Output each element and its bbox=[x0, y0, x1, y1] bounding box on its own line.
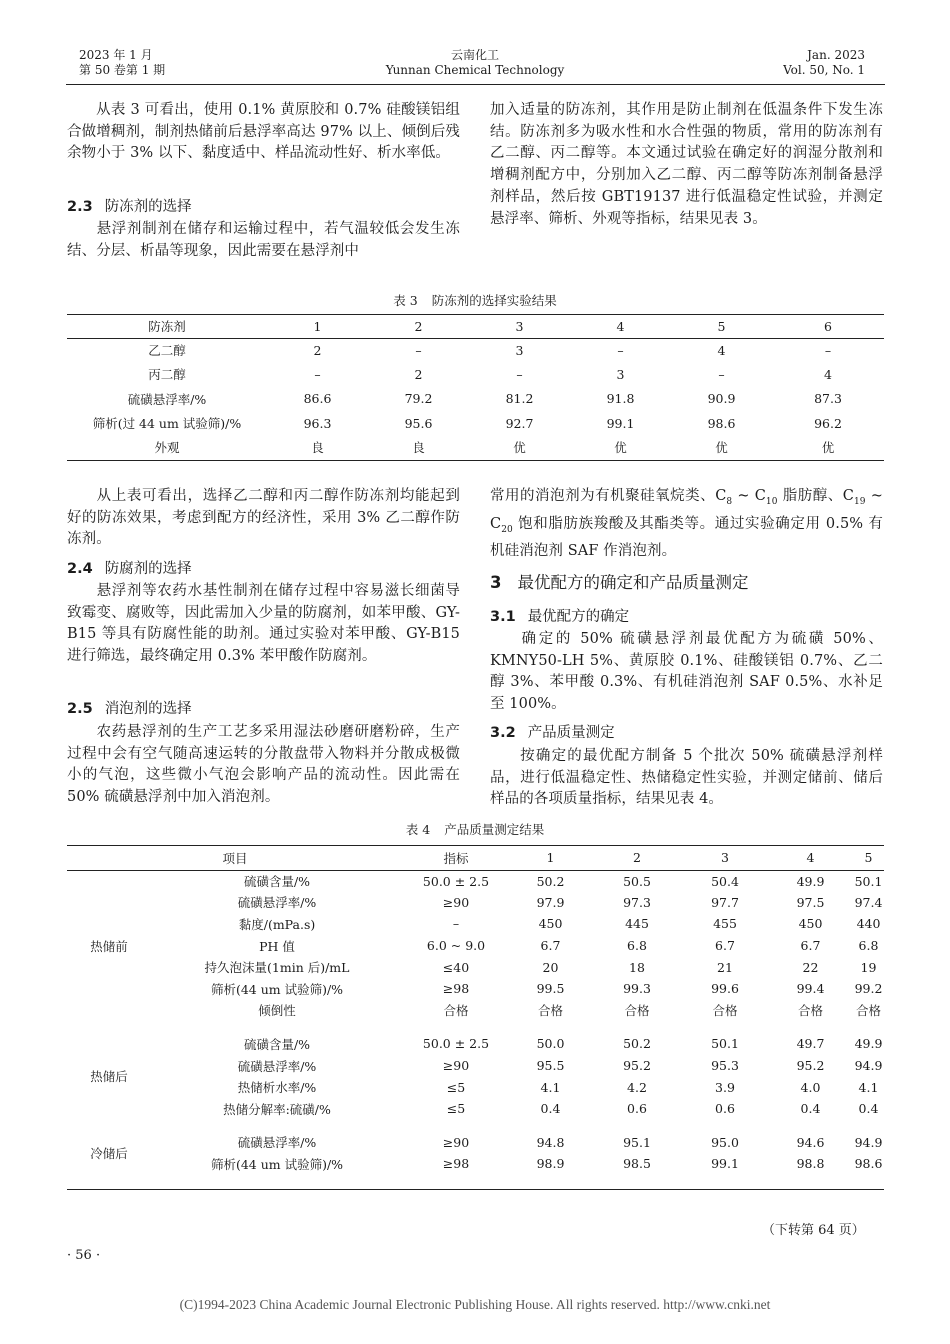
table3-header-cell: 3 bbox=[469, 315, 570, 338]
table-cell: 50.0 bbox=[536, 1036, 565, 1052]
section-2-4-heading bbox=[67, 559, 460, 581]
table4-header-cell: 指标 bbox=[403, 846, 509, 870]
section-number: 2.5 bbox=[67, 701, 93, 717]
table-cell: 合格 bbox=[712, 1003, 738, 1019]
table-cell: – bbox=[718, 366, 725, 382]
row-label: 丙二醇 bbox=[148, 367, 186, 383]
header-journal-en: Yunnan Chemical Technology bbox=[385, 63, 565, 77]
table-cell: 49.9 bbox=[854, 1036, 883, 1052]
left-paragraph-preservative: 悬浮剂等农药水基性制剂在储存过程中容易滋长细菌导致霉变、腐败等，因此需加入少量的防腐剂，如苯甲酸、GY-B15 等具有防腐性能的助剂。通过实验对苯甲酸、GY-B15 进行筛选，最终确定用 0.3% 苯甲酸作防腐剂。 bbox=[67, 583, 460, 665]
header-date-en: Jan. 2023 bbox=[807, 48, 865, 62]
table4-header-cell: 3 bbox=[682, 846, 768, 870]
table-cell: 94.9 bbox=[854, 1134, 883, 1150]
spec-cell: ≥90 bbox=[442, 1134, 470, 1150]
section-number: 3.2 bbox=[490, 725, 516, 741]
table-cell: 455 bbox=[713, 916, 737, 932]
table3 bbox=[67, 315, 884, 459]
spec-cell: ≥90 bbox=[442, 894, 470, 910]
row-label: 乙二醇 bbox=[148, 343, 186, 359]
table-cell: 18 bbox=[629, 959, 645, 975]
table-cell: 94.9 bbox=[854, 1058, 883, 1074]
row-label: 倾倒性 bbox=[258, 1003, 296, 1019]
spec-cell: ≤5 bbox=[446, 1101, 466, 1117]
table4-header-cell: 5 bbox=[853, 846, 884, 870]
table-row bbox=[67, 1055, 884, 1077]
table4-label: 表 4 bbox=[405, 822, 431, 837]
table-cell: 97.5 bbox=[796, 894, 825, 910]
row-label: 热储分解率:硫磺/% bbox=[223, 1101, 331, 1117]
spec-cell: 50.0 ± 2.5 bbox=[422, 873, 490, 889]
table-cell: 95.2 bbox=[796, 1058, 825, 1074]
table-cell: 99.1 bbox=[711, 1156, 739, 1172]
table-cell: 95.3 bbox=[711, 1058, 739, 1074]
row-label: PH 值 bbox=[259, 938, 295, 954]
page-number: · 56 · bbox=[67, 1248, 101, 1263]
left-paragraph-table3-summary: 从表 3 可看出，使用 0.1% 黄原胶和 0.7% 硅酸镁铝组合做增稠剂，制剂热储前后悬浮率高达 97% 以上、倾倒后残余物小于 3% 以下、黏度适中、样品流动性好、析水率低。 bbox=[67, 102, 460, 162]
table-cell: 86.6 bbox=[303, 391, 332, 407]
table-cell: – bbox=[824, 342, 832, 358]
table-cell: 94.6 bbox=[796, 1134, 825, 1150]
table-cell: 19 bbox=[860, 959, 877, 975]
table-cell: 99.4 bbox=[796, 981, 825, 997]
table-cell: 99.6 bbox=[711, 981, 739, 997]
table-cell: 97.7 bbox=[711, 894, 739, 910]
table-cell: – bbox=[314, 366, 321, 382]
row-label: 硫磺悬浮率/% bbox=[237, 1135, 317, 1151]
table-cell: 95.1 bbox=[623, 1134, 651, 1150]
table-cell: 96.3 bbox=[303, 415, 332, 431]
row-group-label: 热储前 bbox=[90, 938, 128, 954]
table3-header-cell: 1 bbox=[267, 315, 368, 338]
table-cell: – bbox=[415, 342, 422, 358]
table-cell: 98.9 bbox=[536, 1156, 565, 1172]
section-number: 2.4 bbox=[67, 561, 93, 577]
table3-caption bbox=[0, 293, 950, 309]
header-volume-cn: 第 50 卷第 1 期 bbox=[79, 63, 166, 77]
table-cell: 87.3 bbox=[814, 391, 842, 407]
table-cell: 6.7 bbox=[540, 938, 561, 954]
table-row bbox=[67, 935, 884, 957]
table-cell: 0.6 bbox=[627, 1101, 647, 1117]
spec-cell: ≥90 bbox=[442, 1058, 470, 1074]
table-cell: 50.4 bbox=[711, 873, 739, 889]
table-row bbox=[67, 978, 884, 1000]
table-row bbox=[67, 411, 884, 435]
table-cell: 440 bbox=[856, 916, 881, 932]
table-cell: 50.1 bbox=[854, 873, 883, 889]
group-spacer bbox=[67, 1120, 884, 1132]
table-cell: 3.9 bbox=[715, 1079, 735, 1095]
table-cell: 良 bbox=[412, 440, 425, 456]
table-row bbox=[67, 387, 884, 411]
right-paragraph-quality-test: 按确定的最优配方制备 5 个批次 50% 硫磺悬浮剂样品，进行低温稳定性、热储稳定性实验，并测定储前、储后样品的各项质量指标，结果见表 4。 bbox=[490, 748, 883, 808]
table-row bbox=[67, 956, 884, 978]
row-group-label: 热储后 bbox=[90, 1069, 128, 1085]
table4-header-cell: 项目 bbox=[67, 846, 403, 870]
table-row bbox=[67, 870, 884, 892]
table-cell: 3 bbox=[515, 342, 524, 358]
spec-cell: – bbox=[452, 916, 460, 932]
table-cell: 79.2 bbox=[404, 391, 433, 407]
spec-cell: ≥98 bbox=[442, 1156, 470, 1172]
row-label: 外观 bbox=[154, 440, 180, 456]
section-3-2-heading bbox=[490, 723, 883, 745]
table-cell: 450 bbox=[538, 916, 563, 932]
table-cell: 4 bbox=[824, 366, 832, 382]
table-cell: 0.4 bbox=[858, 1101, 879, 1117]
right-paragraph-antifreeze-method: 加入适量的防冻剂，其作用是防止制剂在低温条件下发生冻结。防冻剂多为吸水性和水合性强的物质，常用的防冻剂有乙二醇、丙二醇等。本文通过试验在确定好的润湿分散剂和增稠剂配方中，分别加入乙二醇、丙二醇等防冻剂制备悬浮剂样品，然后按 GBT19137 进行低温稳定性试验，并测定悬浮率、筛析、外观等指标，结果见表 3。 bbox=[490, 102, 883, 227]
table-cell: 优 bbox=[513, 440, 526, 456]
table-row bbox=[67, 1098, 884, 1120]
section-title: 产品质量测定 bbox=[527, 725, 615, 741]
table-cell: 0.4 bbox=[540, 1101, 561, 1117]
table-cell: 97.4 bbox=[854, 894, 883, 910]
table-cell: 98.6 bbox=[854, 1156, 883, 1172]
row-label: 黏度/(mPa.s) bbox=[238, 916, 316, 932]
header-journal-cn: 云南化工 bbox=[450, 48, 499, 62]
section-number: 3.1 bbox=[490, 609, 516, 625]
spec-cell: ≤5 bbox=[446, 1079, 466, 1095]
table-cell: 95.2 bbox=[623, 1058, 651, 1074]
table-cell: 优 bbox=[715, 440, 728, 456]
table-cell: 20 bbox=[542, 959, 559, 975]
table-cell: 97.9 bbox=[536, 894, 565, 910]
table3-header-cell: 2 bbox=[368, 315, 469, 338]
section-2-3-heading bbox=[67, 197, 460, 219]
row-label: 持久泡沫量(1min 后)/mL bbox=[204, 960, 350, 976]
table4 bbox=[67, 846, 884, 1175]
copyright-notice: (C)1994-2023 China Academic Journal Electronic Publishing House. All rights reserved. http://www.cnki.net bbox=[179, 1297, 771, 1312]
table3-header-row bbox=[67, 315, 884, 338]
table3-header-cell: 防冻剂 bbox=[67, 315, 267, 338]
table-cell: 50.2 bbox=[623, 1036, 651, 1052]
table-cell: 良 bbox=[311, 440, 324, 456]
table3-bottom-rule bbox=[67, 460, 884, 461]
table4-header-cell: 2 bbox=[592, 846, 682, 870]
table-cell: 98.6 bbox=[707, 415, 736, 431]
section-3-1-heading bbox=[490, 607, 883, 629]
table-cell: 97.3 bbox=[623, 894, 651, 910]
row-label: 硫磺含量/% bbox=[243, 1036, 311, 1052]
table-cell: 95.5 bbox=[536, 1058, 565, 1074]
section-number: 3 bbox=[490, 573, 502, 592]
table-cell: 50.1 bbox=[711, 1036, 739, 1052]
header-journal-title bbox=[325, 48, 625, 78]
table-cell: 4.1 bbox=[858, 1079, 879, 1095]
table-row bbox=[67, 1076, 884, 1098]
table4-caption bbox=[0, 822, 950, 838]
table3-header-cell: 5 bbox=[671, 315, 772, 338]
table-cell: 96.2 bbox=[814, 415, 842, 431]
section-title: 防腐剂的选择 bbox=[104, 561, 192, 577]
table-cell: 99.1 bbox=[606, 415, 635, 431]
table4-header-row bbox=[67, 846, 884, 870]
table3-header-cell: 6 bbox=[772, 315, 884, 338]
table-cell: 91.8 bbox=[606, 391, 635, 407]
table-row bbox=[67, 1153, 884, 1175]
table4-bottom-rule bbox=[67, 1189, 884, 1190]
table4-header-cell: 4 bbox=[768, 846, 853, 870]
spec-cell: ≤40 bbox=[442, 959, 470, 975]
header-issue-en bbox=[650, 48, 865, 78]
section-number: 2.3 bbox=[67, 199, 93, 215]
table-cell: 4 bbox=[717, 342, 726, 358]
table-cell: 优 bbox=[821, 440, 835, 456]
table-row bbox=[67, 362, 884, 386]
row-group-label: 冷储后 bbox=[90, 1146, 128, 1162]
table3-title: 防冻剂的选择实验结果 bbox=[431, 293, 557, 308]
table-cell: 22 bbox=[802, 959, 819, 975]
table4-title: 产品质量测定结果 bbox=[444, 822, 545, 837]
table-cell: 50.5 bbox=[623, 873, 651, 889]
spec-cell: 合格 bbox=[443, 1003, 469, 1019]
table-cell: 合格 bbox=[624, 1003, 650, 1019]
table-cell: 99.5 bbox=[536, 981, 565, 997]
row-label: 硫磺悬浮率/% bbox=[237, 1058, 317, 1074]
table-cell: 49.7 bbox=[796, 1036, 825, 1052]
row-label: 筛析(过 44 um 试验筛)/% bbox=[92, 416, 242, 432]
table-row bbox=[67, 338, 884, 362]
table-row bbox=[67, 913, 884, 935]
group-spacer bbox=[67, 1021, 884, 1033]
table-cell: 90.9 bbox=[707, 391, 736, 407]
table3-label: 表 3 bbox=[393, 293, 418, 308]
table-cell: 21 bbox=[717, 959, 733, 975]
header-date-cn: 2023 年 1 月 bbox=[79, 48, 153, 62]
table-cell: 4.1 bbox=[540, 1079, 561, 1095]
table-cell: 2 bbox=[313, 342, 322, 358]
row-label: 硫磺含量/% bbox=[243, 874, 311, 890]
table4-header-cell: 1 bbox=[509, 846, 592, 870]
table-cell: 优 bbox=[614, 440, 627, 456]
right-paragraph-defoamer-types: 常用的消泡剂为有机聚硅氧烷类、$C_8$ ~ $C_{10}$ 脂肪醇、$C_{19}$ ~ $C_{20}$ 饱和脂肪族羧酸及其酯类等。通过实验确定用 0.5% 有机硅消泡剂 SAF 作消泡剂。 bbox=[490, 488, 883, 560]
table-row bbox=[67, 1033, 884, 1055]
continued-note: （下转第 64 页） bbox=[762, 1223, 865, 1238]
section-title: 消泡剂的选择 bbox=[104, 701, 192, 717]
table-cell: 450 bbox=[798, 916, 823, 932]
table-cell: 3 bbox=[616, 366, 625, 382]
table-row bbox=[67, 435, 884, 459]
section-2-5-heading bbox=[67, 699, 460, 721]
table-cell: 98.5 bbox=[623, 1156, 651, 1172]
table-row bbox=[67, 1000, 884, 1022]
table-cell: 合格 bbox=[537, 1003, 563, 1019]
table-cell: 4.0 bbox=[800, 1079, 821, 1095]
table-cell: 50.2 bbox=[536, 873, 565, 889]
header-issue-date bbox=[79, 48, 165, 78]
table-cell: 0.6 bbox=[715, 1101, 735, 1117]
row-label: 热储析水率/% bbox=[237, 1080, 317, 1096]
table-cell: 81.2 bbox=[505, 391, 534, 407]
table-cell: 6.8 bbox=[627, 938, 647, 954]
table-cell: 445 bbox=[625, 916, 649, 932]
row-label: 筛析(44 um 试验筛)/% bbox=[210, 981, 344, 997]
table-cell: – bbox=[617, 342, 624, 358]
table-cell: 6.7 bbox=[715, 938, 735, 954]
table-cell: 94.8 bbox=[536, 1134, 565, 1150]
table-cell: 98.8 bbox=[796, 1156, 825, 1172]
section-title: 最优配方的确定 bbox=[527, 609, 630, 625]
section-title: 防冻剂的选择 bbox=[104, 199, 192, 215]
table-cell: 合格 bbox=[855, 1003, 881, 1019]
table-cell: 95.0 bbox=[711, 1134, 739, 1150]
left-paragraph-antifreeze-conclusion: 从上表可看出，选择乙二醇和丙二醇作防冻剂均能起到好的防冻效果，考虑到配方的经济性，采用 3% 乙二醇作防冻剂。 bbox=[67, 488, 460, 548]
table-cell: 49.9 bbox=[796, 873, 825, 889]
table-cell: 合格 bbox=[797, 1003, 823, 1019]
table-cell: 2 bbox=[414, 366, 423, 382]
header-rule bbox=[66, 84, 885, 85]
table-cell: 6.8 bbox=[858, 938, 879, 954]
table-cell: 95.6 bbox=[404, 415, 433, 431]
left-paragraph-defoamer: 农药悬浮剂的生产工艺多采用湿法砂磨研磨粉碎，生产过程中会有空气随高速运转的分散盘带入物料并分散成极微小的气泡，这些微小气泡会影响产品的流动性。因此需在 50% 硫磺悬浮剂中加入消泡剂。 bbox=[67, 724, 460, 806]
section-title: 最优配方的确定和产品质量测定 bbox=[517, 573, 749, 592]
table-row bbox=[67, 892, 884, 914]
header-volume-en: Vol. 50, No. 1 bbox=[783, 63, 865, 77]
row-label: 硫磺悬浮率/% bbox=[237, 895, 317, 911]
row-label: 筛析(44 um 试验筛)/% bbox=[210, 1156, 344, 1172]
table3-header-cell: 4 bbox=[570, 315, 671, 338]
table-cell: 99.2 bbox=[854, 981, 883, 997]
table-cell: 99.3 bbox=[623, 981, 651, 997]
spec-cell: 6.0 ~ 9.0 bbox=[426, 938, 486, 954]
left-paragraph-antifreeze-intro: 悬浮剂制剂在储存和运输过程中，若气温较低会发生冻结、分层、析晶等现象，因此需要在悬浮剂中 bbox=[67, 221, 460, 259]
table-cell: 0.4 bbox=[800, 1101, 821, 1117]
spec-cell: 50.0 ± 2.5 bbox=[422, 1036, 490, 1052]
table-cell: 6.7 bbox=[800, 938, 821, 954]
table-cell: 4.2 bbox=[627, 1079, 647, 1095]
spec-cell: ≥98 bbox=[442, 981, 470, 997]
right-paragraph-optimal-formula: 确定的 50% 硫磺悬浮剂最优配方为硫磺 50%、KMNY50-LH 5%、黄原胶 0.1%、硅酸镁铝 0.7%、乙二醇 3%、苯甲酸 0.3%、有机硅消泡剂 SAF 0.5%、水补足至 100%。 bbox=[490, 631, 883, 713]
row-label: 硫磺悬浮率/% bbox=[127, 391, 207, 407]
table-cell: 92.7 bbox=[505, 415, 534, 431]
table-row bbox=[67, 1132, 884, 1154]
section-3-heading bbox=[490, 572, 883, 594]
table-cell: – bbox=[516, 366, 523, 382]
